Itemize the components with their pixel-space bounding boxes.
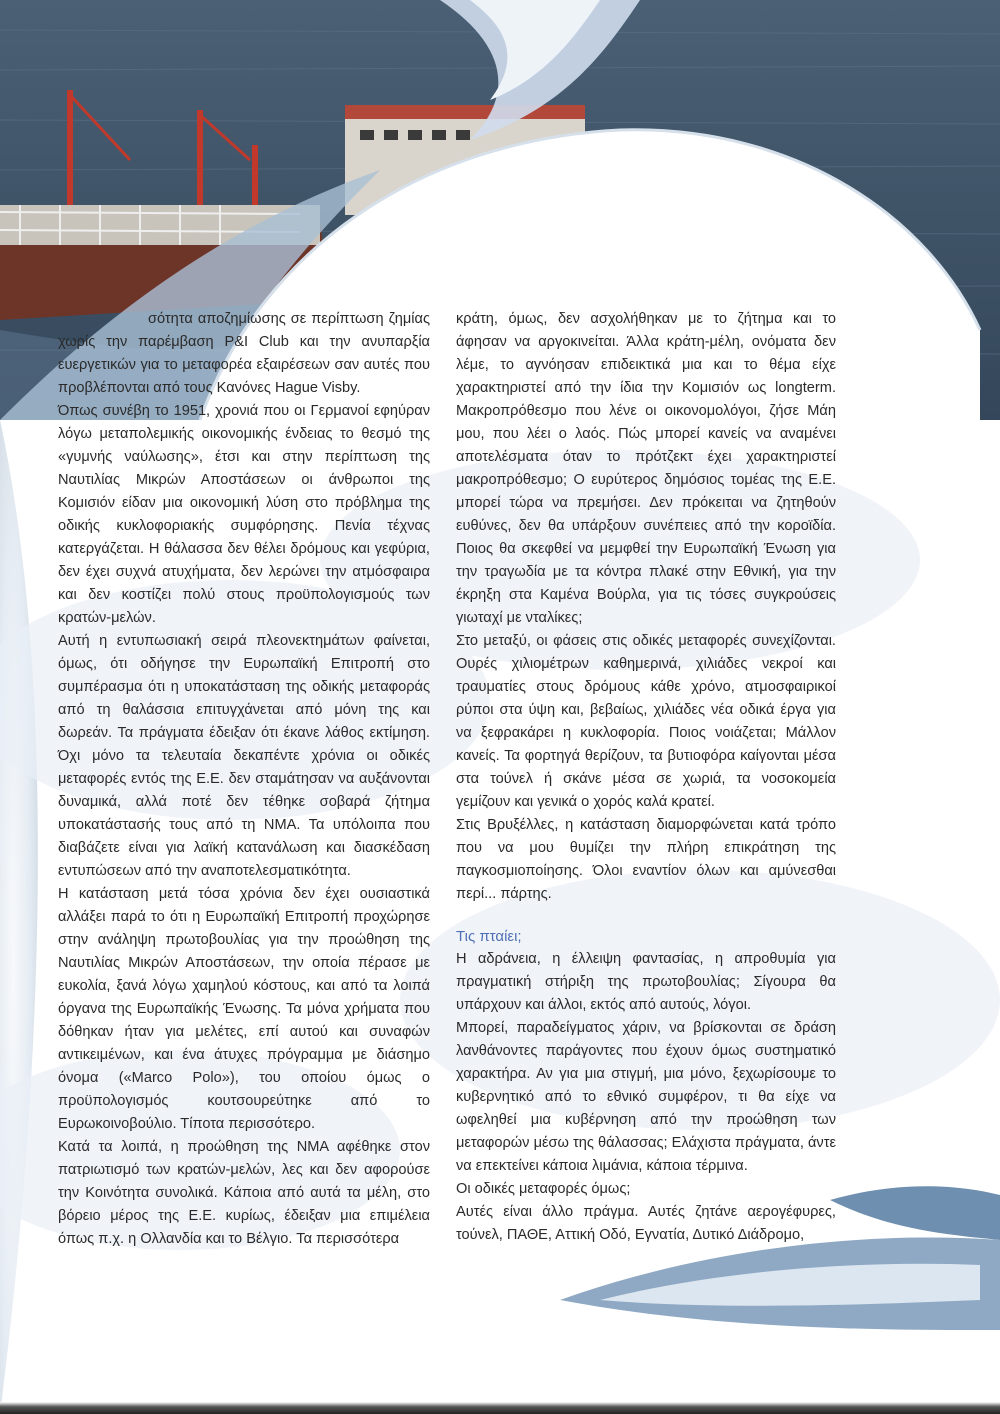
paragraph: Η κατάσταση μετά τόσα χρόνια δεν έχει ουσιαστικά αλλάξει παρά το ότι η Ευρωπαϊκή Επιτροπή προχώρησε στην ανάληψη πρωτοβουλίας για την προώθηση της Ναυτιλίας Μικρών Αποστάσεων, την οποία πέρασε με ευκολία, ξανά λόγω χαμηλού κόστους, και από τα λοιπά όργανα της Ευρωπαϊκής Ένωσης. Τα μόνα χρήματα που δόθηκαν ήταν για μελέτες, επί αυτού και συναφών αντικειμένων, και ένα άτυχες πρόγραμμα με διάσημο όνομα («Marco Polo»), του οποίου όμως ο προϋπολογισμός κουτσουρεύτηκε από το Ευρωκοινοβούλιο. Τίποτα περισσότερο. bbox=[58, 886, 430, 1132]
paragraph: κράτη, όμως, δεν ασχολήθηκαν με το ζήτημα και το άφησαν να αργοκινείται. Άλλα κράτη-μέλη, ονόματα δεν λέμε, το αγνόησαν επιδεικτικά μια και το θέμα είχε χαρακτηριστεί από την ίδια την Κομισιόν ως longterm. Μακροπρόθεσμο που λένε οι οικονομολόγοι, ζήσε Μάη μου, που λέει ο λαός. Πώς μπορεί κανείς να αναμένει αποτελέσματα όταν το πρότζεκτ έχει χαρακτηριστεί μακροπρόθεσμο; Ο ευρύτερος δημόσιος τομέας της Ε.Ε. μπορεί τώρα να πρεμήσει. Δεν πρόκειται να ζητηθούν ευθύνες, δεν θα υπάρξουν συνέπειες από την κοροϊδία. Ποιος θα σκεφθεί να μεμφθεί την Ευρωπαϊκή Ένωση για την τραγωδία με τα κόντρα πλακέ στην Εθνική, για την έκρηξη στα Καμένα Βούρλα, για τις τόσες συγκρούσεις γιωταχί με νταλίκες; bbox=[456, 311, 836, 626]
scan-edge bbox=[0, 1402, 1000, 1414]
paragraph: Μπορεί, παραδείγματος χάριν, να βρίσκονται σε δράση λανθάνοντες παράγοντες που έχουν όμως συστηματικό χαρακτήρα. Αν για μια στιγμή, μια μόνο, ξεχωρίσουμε το κυβερνητικό από το εθνικό συμφέρον, τι θα είχε να ωφεληθεί μια κυβέρνηση από την προώθηση των μεταφορών μέσω της θάλασσας; Ελάχιστα πράγματα, άντε να επεκτείνει κάποια λιμάνια, κάποια τέρμινα. bbox=[456, 1020, 836, 1174]
paragraph: Όπως συνέβη το 1951, χρονιά που οι Γερμανοί εφηύραν λόγω μεταπολεμικής οικονομικής ένδειας το θεσμό της «γυμνής ναύλωσης», έτσι και στην περίπτωση της Ναυτιλίας Μικρών Αποστάσεων οι άνθρωποι της Κομισιόν είδαν μια οικονομική λύση στο πρόβλημα της οδικής κυκλοφοριακής συμφόρησης. Πενία τέχνας κατεργάζεται. Η θάλασσα δεν θέλει δρόμους και γεφύρια, δεν έχει συχνά ατυχήματα, δεν λερώνει την ατμόσφαιρα και δεν κοστίζει πολύ στους προϋπολογισμούς των κρατών-μελών. bbox=[58, 403, 430, 626]
paragraph: σότητα αποζημίωσης σε περίπτωση ζημίας χωρίς την παρέμβαση P&I Club και την ανυπαρξία ευεργετικών για το μεταφορέα εξαιρέσεων σαν αυτές που προβλέπονται από τους Κανόνες Hague Visby. bbox=[58, 311, 430, 396]
left-column bbox=[58, 308, 430, 1251]
right-column bbox=[456, 308, 836, 1247]
paragraph: Η αδράνεια, η έλλειψη φαντασίας, η απροθυμία για πραγματική στήριξη της πρωτοβουλίας; Σίγουρα θα υπάρχουν και άλλοι, εκτός από αυτούς, λόγοι. bbox=[456, 951, 836, 1013]
paragraph: Οι οδικές μεταφορές όμως; bbox=[456, 1181, 631, 1197]
paragraph: Κατά τα λοιπά, η προώθηση της ΝΜΑ αφέθηκε στον πατριωτισμό των κρατών-μελών, λες και δεν αφορούσε την Κοινότητα συνολικά. Κάποια από αυτά τα μέλη, στο βόρειο μέρος της Ε.Ε. κυρίως, έδειξαν μια επιμέλεια όπως π.χ. η Ολλανδία και το Βέλγιο. Τα περισσότερα bbox=[58, 1139, 430, 1247]
paragraph: Αυτές είναι άλλο πράγμα. Αυτές ζητάνε αερογέφυρες, τούνελ, ΠΑΘΕ, Αττική Οδό, Εγνατία, Δυτικό Διάδρομο, bbox=[456, 1204, 836, 1243]
paragraph: Στις Βρυξέλλες, η κατάσταση διαμορφώνεται κατά τρόπο που να μου θυμίζει την πλήρη επικράτηση της παγκοσμιοποίησης. Όλοι εναντίον όλων και αμύνεσθαι περί... πάρτης. bbox=[456, 817, 836, 902]
paragraph: Αυτή η εντυπωσιακή σειρά πλεονεκτημάτων φαίνεται, όμως, ότι οδήγησε την Ευρωπαϊκή Επιτροπή στο συμπέρασμα ότι η υποκατάσταση της οδικής μεταφοράς από τη θαλάσσια επιτυγχάνεται από μόνη της και δωρεάν. Τα πράγματα έδειξαν ότι έκανε λάθος εκτίμηση. Όχι μόνο τα τελευταία δεκαπέντε χρόνια οι οδικές μεταφορές εντός της Ε.Ε. δεν σταμάτησαν να αυξάνονται δυναμικά, αλλά ποτέ δεν τέθηκε σοβαρά ζήτημα υποκατάστασής τους από τη ΝΜΑ. Τα υπόλοιπα που διαβάζετε είναι για λαϊκή κατανάλωση και διασκέδαση εντυπώσεων από την αναποτελεσματικότητα. bbox=[58, 633, 430, 879]
paragraph: Στο μεταξύ, οι φάσεις στις οδικές μεταφορές συνεχίζονται. Ουρές χιλιομέτρων καθημερινά, χιλιάδες νεκροί και τραυματίες στους δρόμους κάθε χρόνο, ατμοσφαιρικοί ρύποι στα ύψη και, βεβαίως, χιλιάδες νέα οδικά έργα για να ξεφρακάρει η κυκλοφορία. Ποιος νοιάζεται; Μάλλον κανείς. Τα φορτηγά θερίζουν, τα βυτιοφόρα καίγονται μέσα στα τούνελ ή σκάνε μέσα σε χωριά, τα νοσοκομεία γεμίζουν και γενικά ο χορός καλά κρατεί. bbox=[456, 633, 836, 810]
section-subheading: Τις πταίει; bbox=[456, 928, 522, 945]
